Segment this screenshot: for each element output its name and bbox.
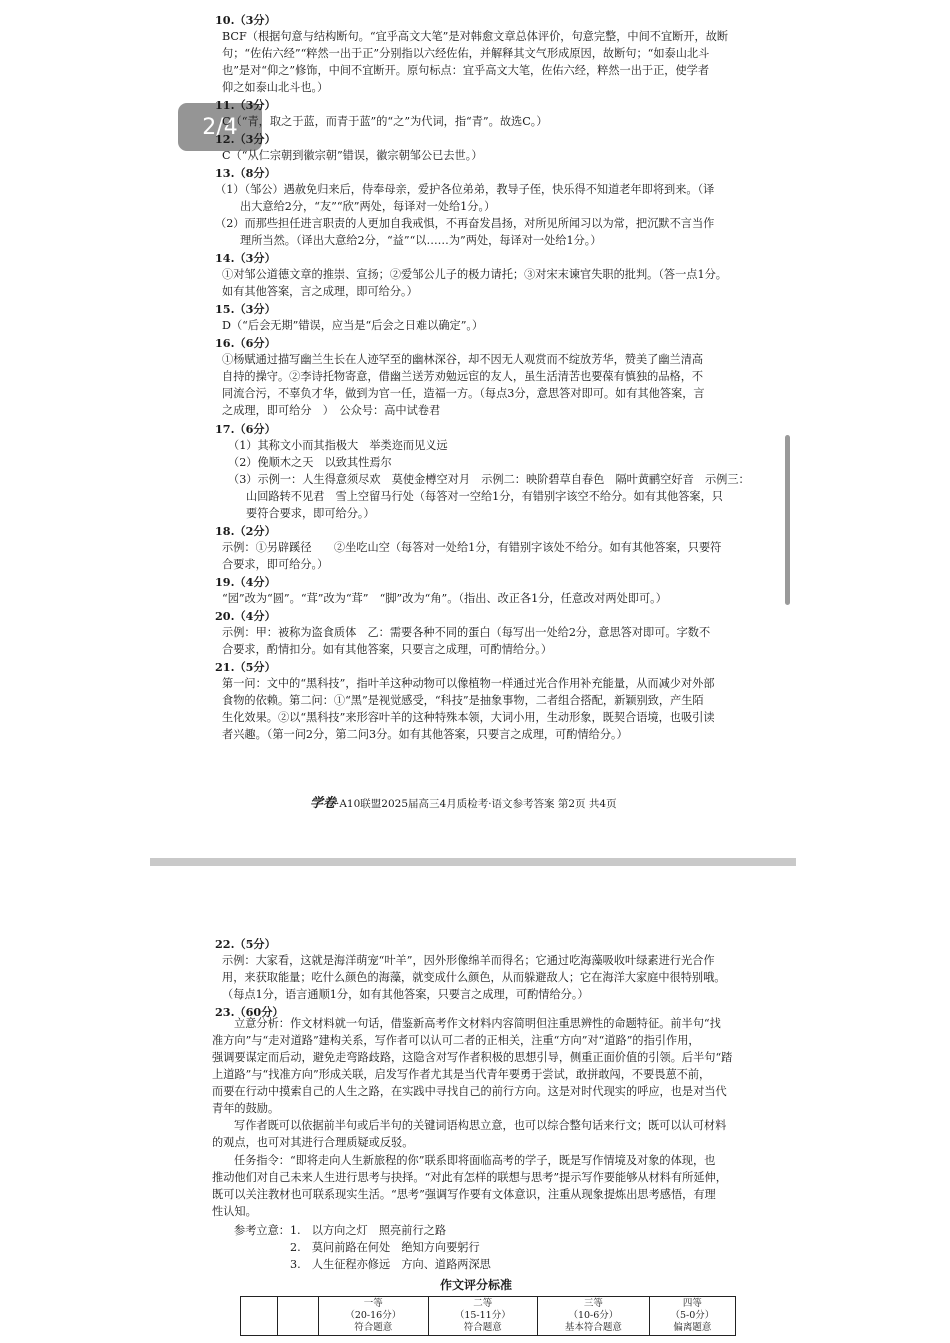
grade-header: 四等 （5-0分） 偏离题意: [649, 1297, 735, 1336]
text-line: 上道路”与“找准方向”形成关联，启发写作者尤其是当代青年要勇于尝试，敢拼敢闯，不要畏葸不前，: [212, 1068, 711, 1081]
scoring-table-title: 作文评分标准: [440, 1278, 513, 1292]
text-line: 仰之如泰山北斗也。）: [222, 81, 329, 94]
text-line: 既可以关注教材也可联系现实生活。“思考”强调写作要有文体意识，注重从现象提炼出思考感悟，有理: [212, 1188, 716, 1201]
text-line: 句；“佐佑六经”“粹然一出于正”分别指以六经佐佑，并解释其文气形成原因，故断句；“如泰山北斗: [222, 47, 710, 60]
publisher-logo: 学卷: [310, 796, 337, 811]
text-line: 3. 人生征程亦修远 方向、道路两深思: [290, 1258, 491, 1271]
text-line: 13.（8分）: [215, 166, 276, 180]
text-line: 21.（5分）: [215, 660, 276, 674]
text-line: “园”改为“圆”。“茸”改为“茸” “脚”改为“角”。（指出、改正各1分，任意改对两处即可。）: [222, 592, 667, 605]
scrollbar-thumb[interactable]: [785, 435, 790, 605]
grade-header: 二等 （15-11分） 符合题意: [428, 1297, 538, 1336]
text-line: （1）（邹公）遇赦免归来后，侍奉母亲，爱护各位弟弟，教导子侄，快乐得不知道老年即将到来。（译: [215, 183, 715, 196]
text-line: 推动他们对自己未来人生进行思考与抉择。“对此有怎样的联想与思考”提示写作要能够从材料有所延伸，: [212, 1171, 727, 1184]
text-line: 而要在行动中摸索自己的人生之路，在实践中寻找自己的前行方向。这是对时代现实的呼应，也是对当代: [212, 1085, 727, 1098]
text-line: 任务指令：“即将走向人生新旅程的你”联系即将面临高考的学子，既是写作情境及对象的体现，也: [234, 1154, 716, 1167]
text-line: 17.（6分）: [215, 422, 276, 436]
table-corner-cell: [241, 1297, 278, 1336]
text-line: C（“青，取之于蓝，而青于蓝”的“之”为代词，指“青”。故选C。）: [222, 115, 548, 128]
text-line: 理所当然。（译出大意给2分，“益”“以……为”两处，每译对一处给1分。）: [240, 234, 602, 247]
text-line: 食物的依赖。第二问：①“黑”是视觉感受，“科技”是抽象事物，二者组合搭配，新颖别致，产生陌: [222, 694, 704, 707]
text-line: （每点1分，语言通顺1分，如有其他答案，只要言之成理，可酌情给分。）: [222, 988, 589, 1001]
text-line: 山回路转不见君 雪上空留马行处（每答对一空给1分，有错别字该空不给分。如有其他答案，只: [246, 490, 723, 503]
text-line: （2）俛顺木之天 以致其性焉尔: [228, 456, 392, 469]
text-line: 示例：甲：被称为盗食质体 乙：需要各种不同的蛋白（每写出一处给2分，意思答对即可。字数不: [222, 626, 711, 639]
text-line: ①对邹公道德文章的推崇、宣扬；②爱邹公儿子的极力请托；③对宋末谏官失职的批判。（答一点1分。: [222, 268, 727, 281]
text-line: 青年的鼓励。: [212, 1102, 280, 1115]
page-divider: [150, 858, 796, 866]
text-line: 第一问：文中的“黑科技”，指叶羊这种动物可以像植物一样通过光合作用补充能量，从而减少对外部: [222, 677, 715, 690]
text-line: 生化效果。②以“黑科技”来形容叶羊的这种特殊本领，大词小用，生动形象，既契合语境，也吸引读: [222, 711, 715, 724]
text-line: 示例：①另辟蹊径 ②坐吃山空（每答对一处给1分，有错别字该处不给分。如有其他答案，只要符: [222, 541, 722, 554]
text-line: 同流合污，不辜负才华，做到为官一任，造福一方。（每点3分，意思答对即可。如有其他答案，言: [222, 387, 705, 400]
text-line: 16.（6分）: [215, 336, 276, 350]
text-line: 23.（60分）: [215, 1005, 284, 1019]
text-line: （3）示例一：人生得意须尽欢 莫使金樽空对月 示例二：映阶碧草自春色 隔叶黄鹂空好音 示例三：: [228, 473, 750, 486]
text-line: 者兴趣。（第一问2分，第二问3分。如有其他答案，只要言之成理，可酌情给分。）: [222, 728, 628, 741]
text-line: 15.（3分）: [215, 302, 276, 316]
text-line: 的观点，也可对其进行合理质疑或反驳。: [212, 1136, 414, 1149]
text-line: 12.（3分）: [215, 132, 276, 146]
text-line: 自持的操守。②李诗托物寄意，借幽兰送芳劝勉远宦的友人，虽生活清苦也要葆有慎独的品格，不: [222, 370, 704, 383]
text-line: 14.（3分）: [215, 251, 276, 265]
text-line: 立意分析：作文材料就一句话，借鉴新高考作文材料内容简明但注重思辨性的命题特征。前半句“找: [234, 1017, 721, 1030]
text-line: 用，来获取能量；吃什么颜色的海藻，就变成什么颜色，从而躲避敌人；它在海洋大家庭中很特别哦。: [222, 971, 726, 984]
text-line: 写作者既可以依据前半句或后半句的关键词语构思立意，也可以综合整句话来行文；既可以认可材料: [234, 1119, 727, 1132]
text-line: 参考立意：1. 以方向之灯 照亮前行之路: [234, 1224, 447, 1237]
grade-header: 一等 （20-16分） 符合题意: [319, 1297, 429, 1336]
text-line: 也”是对“仰之”修饰，中间不宜断开。原句标点：宜乎高文大笔，佐佑六经，粹然一出于正，使学者: [222, 64, 710, 77]
text-line: 合要求，即可给分。）: [222, 558, 329, 571]
text-line: 2. 莫问前路在何处 绝知方向要躬行: [290, 1241, 480, 1254]
text-line: 20.（4分）: [215, 609, 276, 623]
grade-header: 三等 （10-6分） 基本符合题意: [538, 1297, 650, 1336]
text-line: 22.（5分）: [215, 937, 276, 951]
text-line: 11.（3分）: [215, 98, 276, 112]
text-line: D（“后会无期”错误，应当是“后会之日难以确定”。）: [222, 319, 484, 332]
scoring-table: [240, 1296, 736, 1336]
text-line: 10.（3分）: [215, 13, 276, 27]
text-line: 19.（4分）: [215, 575, 276, 589]
page-indicator: 2/4: [178, 103, 262, 151]
text-line: 合要求，酌情扣分。如有其他答案，只要言之成理，可酌情给分。）: [222, 643, 553, 656]
text-line: C（“从仁宗朝到徽宗朝”错误，徽宗朝邹公已去世。）: [222, 149, 483, 162]
text-line: （1）其称文小而其指极大 举类迩而见义远: [228, 439, 448, 452]
footer-text: ·A10联盟2025届高三4月质检考·语文参考答案 第2页 共4页: [336, 798, 617, 810]
text-line: （2）而那些担任进言职责的人更加自我戒惧，不再奋发昌扬，对所见所闻习以为常，把沉默不言当作: [215, 217, 715, 230]
text-line: 之成理，即可给分 ） 公众号：高中试卷君: [222, 404, 441, 417]
text-line: 准方向”与“走对道路”建构关系，写作者可以认可二者的正相关，注重“方向”对“道路”的指引作用，: [212, 1034, 700, 1047]
text-line: BCF（根据句意与结构断句。“宜乎高文大笔”是对韩愈文章总体评价，句意完整，中间不宜断开，故断: [222, 30, 729, 43]
text-line: ①杨赋通过描写幽兰生长在人迹罕至的幽林深谷，却不因无人观赏而不绽放芳华，赞美了幽兰清高: [222, 353, 704, 366]
table-blank-cell: [278, 1297, 319, 1336]
text-line: 示例：大家看，这就是海洋萌宠“叶羊”，因外形像绵羊而得名；它通过吃海藻吸收叶绿素进行光合作: [222, 954, 715, 967]
text-line: 18.（2分）: [215, 524, 276, 538]
text-line: 性认知。: [212, 1205, 257, 1218]
text-line: 要符合要求，即可给分。）: [246, 507, 375, 520]
page-footer: [310, 792, 617, 811]
text-line: 出大意给2分，“友”“欣”两处，每译对一处给1分。）: [240, 200, 496, 213]
text-line: 强调要谋定而后动，避免走弯路歧路，这隐含对写作者积极的思想引导，侧重正面价值的引领。后半句“踏: [212, 1051, 733, 1064]
text-line: 如有其他答案，言之成理，即可给分。）: [222, 285, 418, 298]
